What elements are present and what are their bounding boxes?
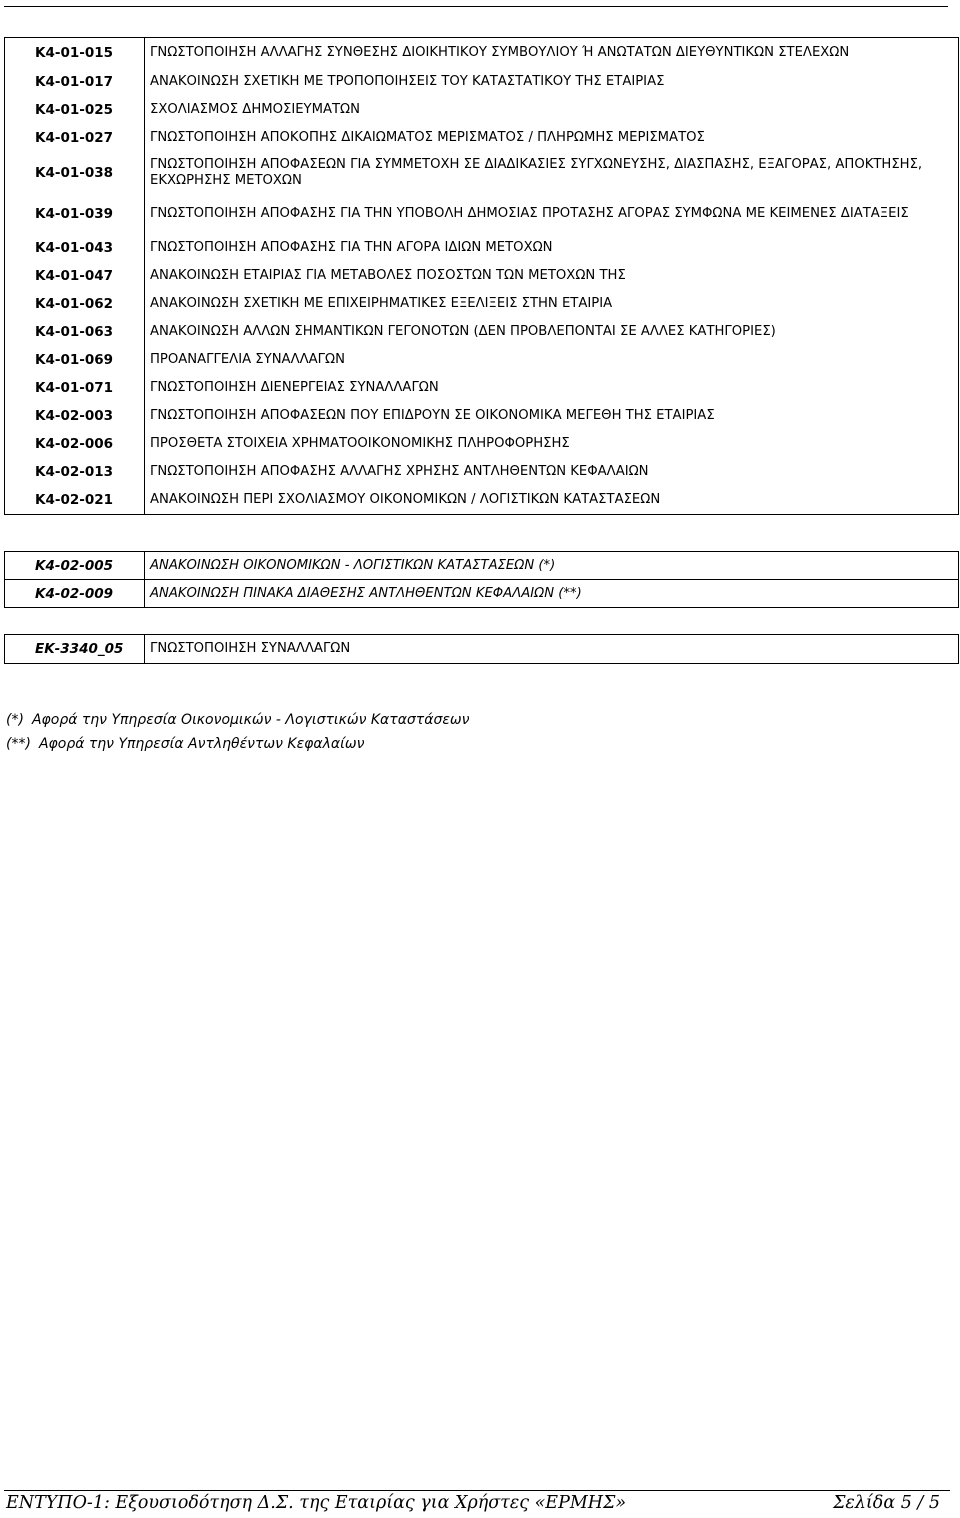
footnote-marker: (*)	[6, 712, 24, 728]
description-cell: ΑΝΑΚΟΙΝΩΣΗ ΕΤΑΙΡΙΑΣ ΓΙΑ ΜΕΤΑΒΟΛΕΣ ΠΟΣΟΣΤΩΝ ΤΩΝ ΜΕΤΟΧΩΝ ΤΗΣ	[145, 262, 959, 290]
codes-table-main	[4, 37, 959, 515]
table-row	[5, 458, 959, 486]
description-cell: ΑΝΑΚΟΙΝΩΣΗ ΣΧΕΤΙΚΗ ΜΕ ΕΠΙΧΕΙΡΗΜΑΤΙΚΕΣ ΕΞΕΛΙΞΕΙΣ ΣΤΗΝ ΕΤΑΙΡΙΑ	[145, 290, 959, 318]
code-cell: K4-02-006	[5, 430, 145, 458]
description-cell: ΓΝΩΣΤΟΠΟΙΗΣΗ ΑΛΛΑΓΗΣ ΣΥΝΘΕΣΗΣ ΔΙΟΙΚΗΤΙΚΟΥ ΣΥΜΒΟΥΛΙΟΥ Ή ΑΝΩΤΑΤΩΝ ΔΙΕΥΘΥΝΤΙΚΩΝ ΣΤΕΛΕΧΩΝ	[145, 38, 959, 69]
description-cell: ΓΝΩΣΤΟΠΟΙΗΣΗ ΑΠΟΦΑΣΕΩΝ ΠΟΥ ΕΠΙΔΡΟΥΝ ΣΕ ΟΙΚΟΝΟΜΙΚΑ ΜΕΓΕΘΗ ΤΗΣ ΕΤΑΙΡΙΑΣ	[145, 402, 959, 430]
code-cell: K4-01-039	[5, 193, 145, 234]
code-cell: K4-02-013	[5, 458, 145, 486]
code-cell: K4-01-027	[5, 124, 145, 152]
table-row	[5, 402, 959, 430]
code-cell: K4-01-063	[5, 318, 145, 346]
table-row	[5, 234, 959, 262]
table-row	[5, 96, 959, 124]
table-row	[5, 346, 959, 374]
footer-page-number: Σελίδα 5 / 5	[833, 1493, 940, 1513]
codes-table-ek	[4, 634, 959, 664]
code-cell: K4-01-025	[5, 96, 145, 124]
code-cell: K4-01-043	[5, 234, 145, 262]
footer-rule	[4, 1490, 950, 1491]
table-row	[5, 486, 959, 515]
code-cell: K4-01-017	[5, 68, 145, 96]
table-row	[5, 124, 959, 152]
description-cell: ΓΝΩΣΤΟΠΟΙΗΣΗ ΑΠΟΦΑΣΗΣ ΑΛΛΑΓΗΣ ΧΡΗΣΗΣ ΑΝΤΛΗΘΕΝΤΩΝ ΚΕΦΑΛΑΙΩΝ	[145, 458, 959, 486]
description-cell: ΓΝΩΣΤΟΠΟΙΗΣΗ ΔΙΕΝΕΡΓΕΙΑΣ ΣΥΝΑΛΛΑΓΩΝ	[145, 374, 959, 402]
top-rule	[4, 6, 948, 7]
table-row	[5, 290, 959, 318]
description-cell: ΓΝΩΣΤΟΠΟΙΗΣΗ ΑΠΟΦΑΣΕΩΝ ΓΙΑ ΣΥΜΜΕΤΟΧΗ ΣΕ ΔΙΑΔΙΚΑΣΙΕΣ ΣΥΓΧΩΝΕΥΣΗΣ, ΔΙΑΣΠΑΣΗΣ, ΕΞΑΓΟΡΑΣ, ΑΠΟΚΤΗΣΗΣ, ΕΚΧΩΡΗΣΗΣ ΜΕΤΟΧΩΝ	[145, 152, 959, 193]
code-cell: ΕΚ-3340_05	[5, 635, 145, 664]
codes-table-financial	[4, 551, 959, 608]
code-cell: K4-01-069	[5, 346, 145, 374]
footnote-2	[6, 732, 469, 756]
description-cell: ΠΡΟΑΝΑΓΓΕΛΙΑ ΣΥΝΑΛΛΑΓΩΝ	[145, 346, 959, 374]
code-cell: K4-02-009	[5, 580, 145, 608]
table-row	[5, 68, 959, 96]
description-cell: ΓΝΩΣΤΟΠΟΙΗΣΗ ΑΠΟΚΟΠΗΣ ΔΙΚΑΙΩΜΑΤΟΣ ΜΕΡΙΣΜΑΤΟΣ / ΠΛΗΡΩΜΗΣ ΜΕΡΙΣΜΑΤΟΣ	[145, 124, 959, 152]
description-cell: ΓΝΩΣΤΟΠΟΙΗΣΗ ΑΠΟΦΑΣΗΣ ΓΙΑ ΤΗΝ ΥΠΟΒΟΛΗ ΔΗΜΟΣΙΑΣ ΠΡΟΤΑΣΗΣ ΑΓΟΡΑΣ ΣΥΜΦΩΝΑ ΜΕ ΚΕΙΜΕΝΕΣ ΔΙΑΤΑΞΕΙΣ	[145, 193, 959, 234]
description-cell: ΑΝΑΚΟΙΝΩΣΗ ΣΧΕΤΙΚΗ ΜΕ ΤΡΟΠΟΠΟΙΗΣΕΙΣ ΤΟΥ ΚΑΤΑΣΤΑΤΙΚΟΥ ΤΗΣ ΕΤΑΙΡΙΑΣ	[145, 68, 959, 96]
footnote-marker: (**)	[6, 736, 31, 752]
description-cell: ΓΝΩΣΤΟΠΟΙΗΣΗ ΣΥΝΑΛΛΑΓΩΝ	[145, 635, 959, 664]
table-row	[5, 38, 959, 69]
table-row	[5, 430, 959, 458]
description-cell: ΑΝΑΚΟΙΝΩΣΗ ΟΙΚΟΝΟΜΙΚΩΝ - ΛΟΓΙΣΤΙΚΩΝ ΚΑΤΑΣΤΑΣΕΩΝ (*)	[145, 552, 959, 580]
description-cell: ΑΝΑΚΟΙΝΩΣΗ ΑΛΛΩΝ ΣΗΜΑΝΤΙΚΩΝ ΓΕΓΟΝΟΤΩΝ (ΔΕΝ ΠΡΟΒΛΕΠΟΝΤΑΙ ΣΕ ΑΛΛΕΣ ΚΑΤΗΓΟΡΙΕΣ)	[145, 318, 959, 346]
table-row	[5, 318, 959, 346]
footnotes	[6, 708, 469, 756]
code-cell: K4-01-038	[5, 152, 145, 193]
description-cell: ΑΝΑΚΟΙΝΩΣΗ ΠΙΝΑΚΑ ΔΙΑΘΕΣΗΣ ΑΝΤΛΗΘΕΝΤΩΝ ΚΕΦΑΛΑΙΩΝ (**)	[145, 580, 959, 608]
table-row	[5, 635, 959, 664]
footnote-1	[6, 708, 469, 732]
code-cell: K4-01-015	[5, 38, 145, 69]
description-cell: ΠΡΟΣΘΕΤΑ ΣΤΟΙΧΕΙΑ ΧΡΗΜΑΤΟΟΙΚΟΝΟΜΙΚΗΣ ΠΛΗΡΟΦΟΡΗΣΗΣ	[145, 430, 959, 458]
table-row	[5, 152, 959, 193]
description-cell: ΣΧΟΛΙΑΣΜΟΣ ΔΗΜΟΣΙΕΥΜΑΤΩΝ	[145, 96, 959, 124]
footer-form-title: ΕΝΤΥΠΟ-1: Εξουσιοδότηση Δ.Σ. της Εταιρίας για Χρήστες «ΕΡΜΗΣ»	[6, 1493, 627, 1513]
description-cell: ΓΝΩΣΤΟΠΟΙΗΣΗ ΑΠΟΦΑΣΗΣ ΓΙΑ ΤΗΝ ΑΓΟΡΑ ΙΔΙΩΝ ΜΕΤΟΧΩΝ	[145, 234, 959, 262]
table-row	[5, 193, 959, 234]
description-cell: ΑΝΑΚΟΙΝΩΣΗ ΠΕΡΙ ΣΧΟΛΙΑΣΜΟΥ ΟΙΚΟΝΟΜΙΚΩΝ / ΛΟΓΙΣΤΙΚΩΝ ΚΑΤΑΣΤΑΣΕΩΝ	[145, 486, 959, 515]
table-row	[5, 262, 959, 290]
table-row	[5, 374, 959, 402]
code-cell: K4-02-021	[5, 486, 145, 515]
table-row	[5, 552, 959, 580]
code-cell: K4-01-062	[5, 290, 145, 318]
code-cell: K4-02-005	[5, 552, 145, 580]
table-row	[5, 580, 959, 608]
code-cell: K4-02-003	[5, 402, 145, 430]
footnote-text: Αφορά την Υπηρεσία Οικονομικών - Λογιστικών Καταστάσεων	[31, 712, 470, 728]
footnote-text: Αφορά την Υπηρεσία Αντληθέντων Κεφαλαίων	[38, 736, 365, 752]
code-cell: K4-01-047	[5, 262, 145, 290]
code-cell: K4-01-071	[5, 374, 145, 402]
